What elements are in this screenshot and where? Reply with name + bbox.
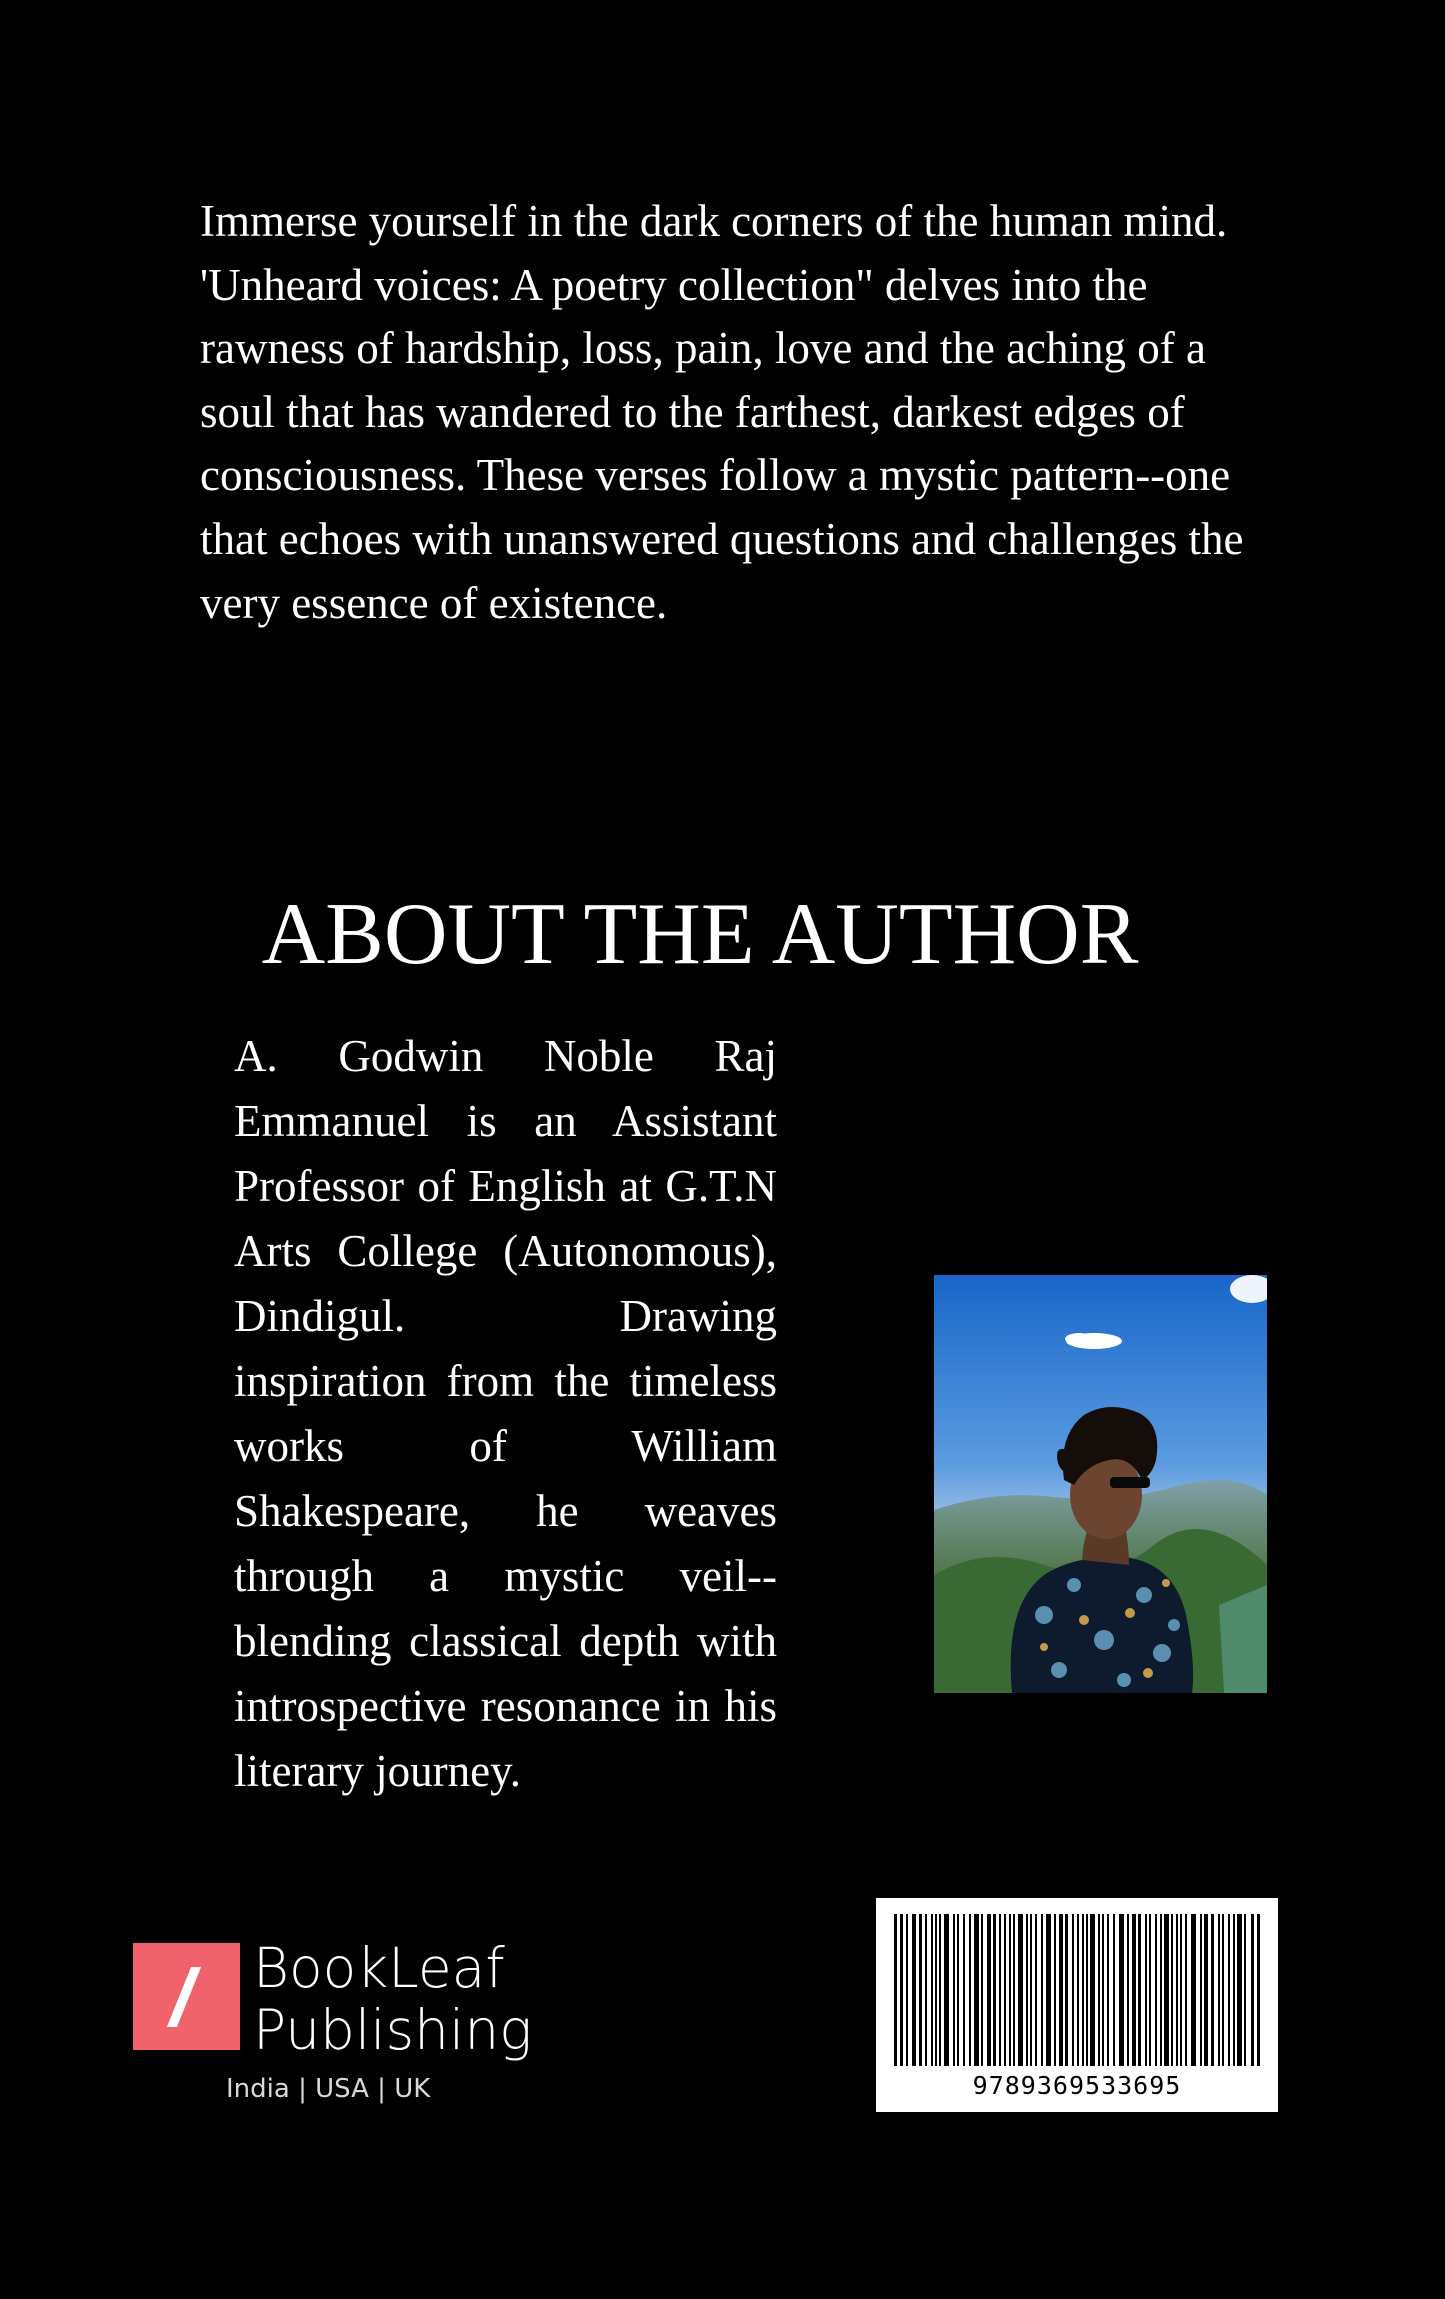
barcode-bar: [1204, 1914, 1208, 2066]
barcode-bar: [1026, 1914, 1028, 2066]
barcode-bar: [1082, 1914, 1084, 2066]
barcode-bar: [1149, 1914, 1151, 2066]
barcode-bar: [981, 1914, 983, 2066]
publisher-regions: India | USA | UK: [226, 2074, 431, 2104]
barcode-bar: [912, 1914, 916, 2066]
barcode-bar: [1180, 1914, 1182, 2066]
barcode-bar: [987, 1914, 991, 2066]
barcode-bar: [1211, 1914, 1214, 2066]
isbn-number: 9789369533695: [972, 2071, 1182, 2100]
publisher-name-line2: Publishing: [253, 1998, 533, 2062]
barcode-bar: [1145, 1914, 1147, 2066]
blurb-paragraph-1: Immerse yourself in the dark corners of the human mind.: [200, 196, 1228, 246]
barcode-bar: [1113, 1914, 1115, 2066]
barcode-bar: [925, 1914, 927, 2066]
barcode-bar: [894, 1914, 897, 2066]
barcode-bar: [1054, 1914, 1056, 2066]
barcode-bar: [919, 1914, 922, 2066]
barcode-bar: [1013, 1914, 1015, 2066]
barcode-bar: [931, 1914, 933, 2066]
publisher-logo-mark: [133, 1943, 240, 2050]
barcode-bar: [1030, 1914, 1032, 2066]
barcode-bar: [1059, 1914, 1063, 2066]
barcode-bar: [963, 1914, 965, 2066]
barcode-bar: [999, 1914, 1001, 2066]
barcode-bar: [1041, 1914, 1043, 2066]
publisher-name-line1: BookLeaf: [253, 1936, 505, 2000]
barcode-bar: [1132, 1914, 1136, 2066]
barcode-bar: [1098, 1914, 1100, 2066]
barcode-bar: [1237, 1914, 1242, 2066]
barcode-bar: [1251, 1914, 1254, 2066]
barcode-bar: [1171, 1914, 1173, 2066]
barcode-bar: [969, 1914, 971, 2066]
barcode-bar: [1102, 1914, 1104, 2066]
barcode-bar: [1119, 1914, 1124, 2066]
barcode-bar: [1138, 1914, 1141, 2066]
slash-icon: [167, 1967, 201, 2027]
barcode-bar: [1257, 1914, 1260, 2066]
barcode-bar: [1107, 1914, 1109, 2066]
barcode-bar: [1090, 1914, 1095, 2066]
barcode-bar: [1185, 1914, 1187, 2066]
barcode-bar: [935, 1914, 937, 2066]
barcode-bar: [1200, 1914, 1202, 2066]
barcode-bar: [1004, 1914, 1006, 2066]
barcode-bar: [1164, 1914, 1169, 2066]
barcode-bar: [1155, 1914, 1157, 2066]
barcode-bar: [957, 1914, 959, 2066]
barcode-bar: [1233, 1914, 1235, 2066]
barcode-bar: [1035, 1914, 1037, 2066]
barcode-bar: [1228, 1914, 1230, 2066]
blurb-paragraph-2: 'Unheard voices: A poetry collection" delves into the rawness of hardship, loss, pain, love and the aching of a soul that has wandered to the farthest, darkest edges of consciousness. These verses follow a mystic pattern--one that echoes with unanswered questions and challenges the very essence of existence.: [200, 259, 1244, 628]
about-author-heading: ABOUT THE AUTHOR: [261, 886, 1139, 983]
author-bio: A. Godwin Noble Raj Emmanuel is an Assistant Professor of English at G.T.N Arts College (Autonomous), Dindigul. Drawing inspiration from the timeless works of William Shakespeare, he weaves through a mystic veil-- blending classical depth with introspective resonance in his literary journey.: [234, 1031, 777, 1796]
barcode-bar: [1191, 1914, 1196, 2066]
barcode-bar: [1127, 1914, 1129, 2066]
barcode-bar: [974, 1914, 979, 2066]
barcode-bar: [1072, 1914, 1074, 2066]
author-photo: [934, 1275, 1267, 1693]
barcode-bar: [1086, 1914, 1088, 2066]
barcode-bar: [1018, 1914, 1023, 2066]
barcode-bar: [1160, 1914, 1162, 2066]
barcode-bar: [993, 1914, 996, 2066]
publisher-name: [253, 1937, 532, 2061]
barcode-bar: [1009, 1914, 1011, 2066]
barcode-bar: [1046, 1914, 1051, 2066]
barcode-bar: [953, 1914, 955, 2066]
barcode-bar: [1077, 1914, 1079, 2066]
barcode-bar: [1244, 1914, 1246, 2066]
barcode-bar: [1222, 1914, 1224, 2066]
barcode-bar: [900, 1914, 903, 2066]
barcode-bar: [939, 1914, 941, 2066]
barcode-bar: [944, 1914, 949, 2066]
barcode-bar: [906, 1914, 908, 2066]
author-photo-illustration: [934, 1275, 1267, 1693]
isbn-barcode: [876, 1898, 1278, 2112]
book-blurb: [200, 190, 1260, 635]
barcode-bar: [1176, 1914, 1178, 2066]
barcode-bar: [1065, 1914, 1068, 2066]
barcode-bar: [1218, 1914, 1220, 2066]
